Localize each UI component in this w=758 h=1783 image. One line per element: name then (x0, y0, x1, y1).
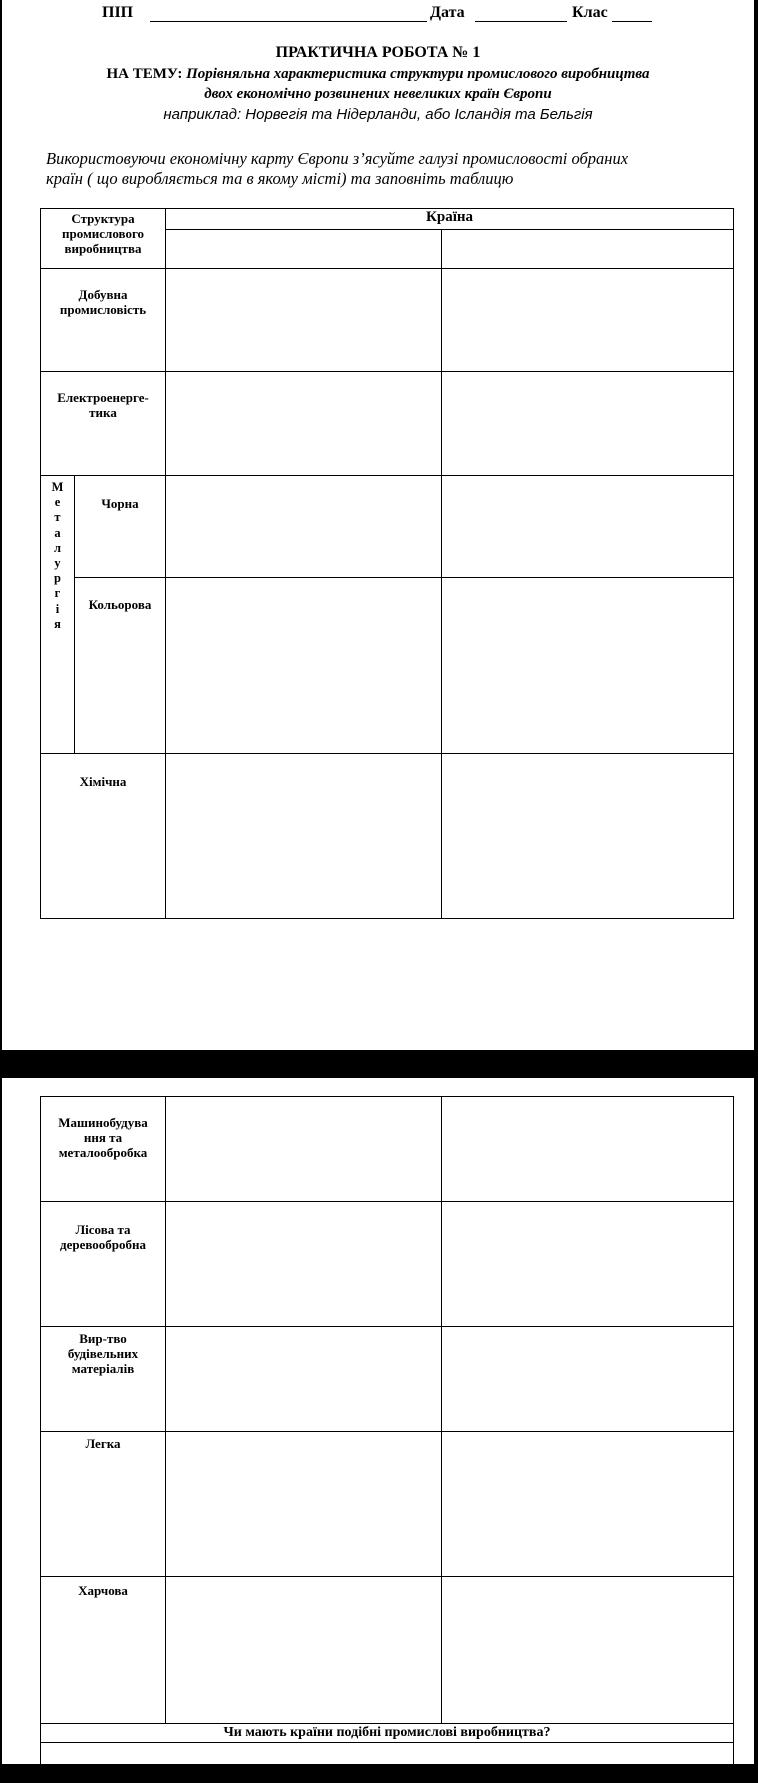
metallurgy-letter: р (54, 571, 61, 586)
metallurgy-letter: е (54, 495, 61, 510)
topic-text-2: двох економічно розвинених невеликих країн Європи (204, 86, 552, 102)
worksheet-title: ПРАКТИЧНА РОБОТА № 1 (275, 44, 481, 61)
building-label-line: Вир-тво (79, 1331, 127, 1346)
machine-label-line: Машинобудува (58, 1115, 148, 1130)
ferrous-country-1-cell[interactable] (166, 476, 442, 578)
energy-country-2-cell[interactable] (442, 372, 734, 476)
ferrous-country-2-cell[interactable] (442, 476, 734, 578)
light-country-1-cell[interactable] (166, 1432, 442, 1577)
building-materials-label-cell (41, 1327, 166, 1432)
machine-building-label-cell (41, 1097, 166, 1202)
structure-header-line: промислового (61, 226, 145, 241)
date-label: Дата (430, 4, 465, 21)
structure-header-cell (41, 209, 166, 269)
mining-country-2-cell[interactable] (442, 269, 734, 372)
energy-label-cell (41, 372, 166, 476)
nonferrous-country-1-cell[interactable] (166, 578, 442, 754)
metallurgy-label-cell (41, 476, 75, 754)
energy-label-line: тика (89, 405, 117, 420)
worksheet-page-2 (2, 1078, 754, 1764)
ferrous-label: Чорна (75, 476, 166, 578)
topic-line-2 (2, 86, 754, 103)
mining-country-1-cell[interactable] (166, 269, 442, 372)
forest-country-1-cell[interactable] (166, 1202, 442, 1327)
topic-line-1 (2, 66, 754, 83)
metallurgy-letter: т (54, 510, 61, 525)
building-label-line: будівельних (67, 1346, 139, 1361)
mining-label-line: промисловість (59, 302, 147, 317)
country-header: Країна (166, 209, 734, 230)
forest-label-cell (41, 1202, 166, 1327)
example-line: наприклад: Норвегія та Нідерланди, або Ісландія та Бельгія (163, 106, 593, 123)
building-country-1-cell[interactable] (166, 1327, 442, 1432)
chemical-country-1-cell[interactable] (166, 754, 442, 919)
structure-header-line: Структура (71, 211, 135, 226)
metallurgy-letter: а (54, 525, 61, 540)
metallurgy-letter: і (55, 601, 60, 616)
country-2-name-cell[interactable] (442, 230, 734, 269)
metallurgy-letter: у (54, 556, 61, 571)
worksheet-page-1 (2, 0, 754, 1050)
energy-country-1-cell[interactable] (166, 372, 442, 476)
building-country-2-cell[interactable] (442, 1327, 734, 1432)
food-country-2-cell[interactable] (442, 1577, 734, 1724)
similarity-answer-cell[interactable] (41, 1743, 734, 1783)
structure-header-line: виробництва (64, 241, 142, 256)
light-industry-label: Легка (41, 1432, 166, 1577)
metallurgy-letter: я (54, 616, 61, 631)
machine-label-line: металообробка (58, 1145, 148, 1160)
forest-label-line: Лісова та (75, 1222, 131, 1237)
building-label-line: матеріалів (71, 1361, 135, 1376)
country-1-name-cell[interactable] (166, 230, 442, 269)
machine-country-1-cell[interactable] (166, 1097, 442, 1202)
forest-country-2-cell[interactable] (442, 1202, 734, 1327)
similarity-question: Чи мають країни подібні промислові виробництва? (41, 1724, 734, 1743)
energy-label-line: Електроенерге- (57, 390, 149, 405)
food-industry-label: Харчова (41, 1577, 166, 1724)
mining-label-cell (41, 269, 166, 372)
nonferrous-country-2-cell[interactable] (442, 578, 734, 754)
light-country-2-cell[interactable] (442, 1432, 734, 1577)
machine-label-line: ння та (83, 1130, 123, 1145)
industry-table-part-2 (40, 1096, 734, 1783)
metallurgy-letter: М (51, 480, 64, 494)
name-label: ПІП (102, 4, 134, 21)
instructions-line-1: Використовуючи економічну карту Європи з’ясуйте галузі промисловості обраних (46, 149, 629, 168)
topic-text-1: Порівняльна характеристика структури промислового виробництва (186, 66, 650, 82)
class-field[interactable] (612, 21, 652, 22)
forest-label-line: деревообробна (60, 1237, 146, 1252)
metallurgy-letter: г (54, 586, 61, 601)
nonferrous-label: Кольорова (75, 578, 166, 754)
name-field[interactable] (150, 21, 427, 22)
chemical-label: Хімічна (41, 754, 166, 919)
chemical-country-2-cell[interactable] (442, 754, 734, 919)
machine-country-2-cell[interactable] (442, 1097, 734, 1202)
date-field[interactable] (475, 21, 567, 22)
metallurgy-letter: л (53, 540, 61, 555)
topic-prefix: НА ТЕМУ: (106, 66, 183, 82)
food-country-1-cell[interactable] (166, 1577, 442, 1724)
industry-table-part-1 (40, 208, 734, 919)
class-label: Клас (572, 4, 608, 21)
instructions-line-2: країн ( що виробляється та в якому місті) та заповніть таблицю (46, 169, 514, 188)
mining-label-line: Добувна (78, 287, 128, 302)
